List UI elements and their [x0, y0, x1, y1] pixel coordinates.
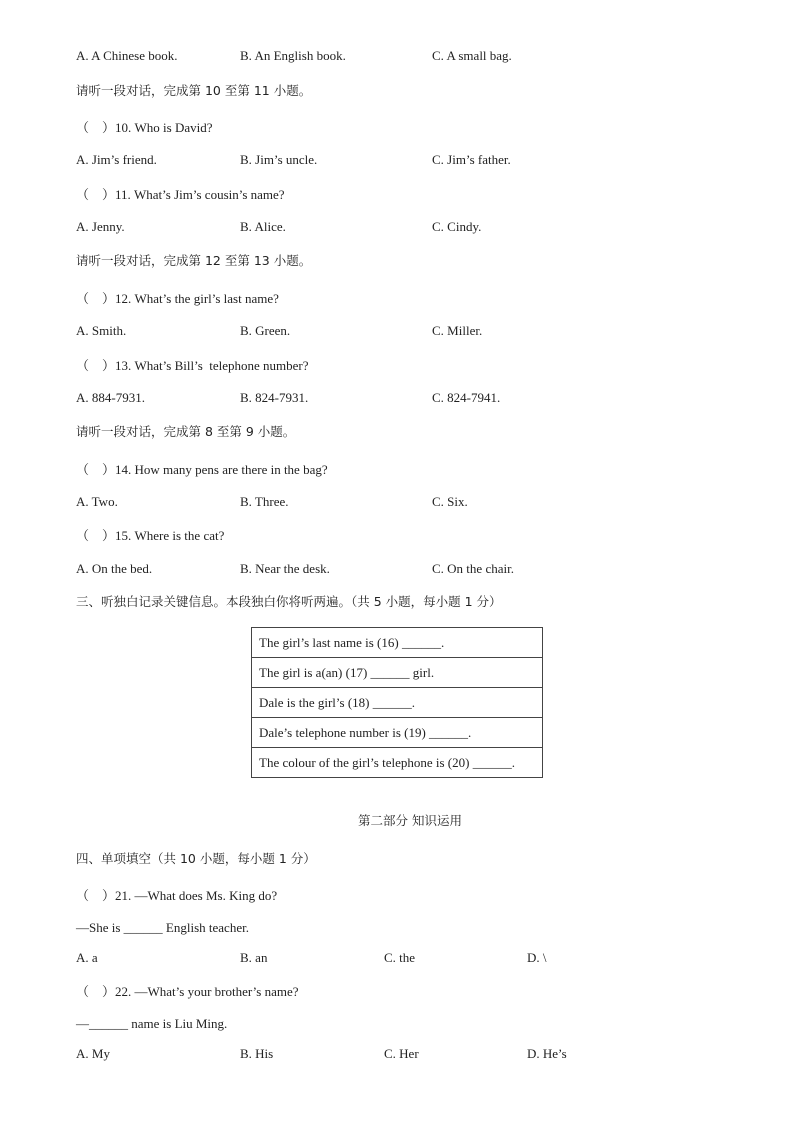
- q9-option-a: A. A Chinese book.: [76, 48, 178, 63]
- table-row: [252, 658, 543, 688]
- table-row: [252, 688, 543, 718]
- table-row: [252, 748, 543, 778]
- q13-option-c: C. 824-7941.: [432, 390, 501, 405]
- q14-option-b: B. Three.: [240, 494, 289, 509]
- q12-option-b: B. Green.: [240, 323, 291, 338]
- record-cell-16: The girl’s last name is (16) ______.: [252, 628, 543, 658]
- q10-option-b: B. Jim’s uncle.: [240, 152, 318, 167]
- question-21-stem: （ ）21. —What does Ms. King do?: [76, 888, 278, 903]
- question-21-line2: —She is ______ English teacher.: [76, 920, 249, 935]
- section-intro-8-9: 请听一段对话，完成第 8 至第 9 小题。: [76, 424, 296, 439]
- q21-option-b: B. an: [240, 950, 268, 965]
- q13-option-b: B. 824-7931.: [240, 390, 309, 405]
- q15-option-a: A. On the bed.: [76, 561, 153, 576]
- q21-option-c: C. the: [384, 950, 416, 965]
- q9-option-b: B. An English book.: [240, 48, 346, 63]
- part-2-heading: 第二部分 知识运用: [358, 813, 462, 828]
- section-intro-10-11: 请听一段对话，完成第 10 至第 11 小题。: [76, 83, 312, 98]
- q14-option-c: C. Six.: [432, 494, 468, 509]
- question-14-stem: （ ）14. How many pens are there in the bag?: [76, 462, 328, 477]
- question-15-stem: （ ）15. Where is the cat?: [76, 528, 225, 543]
- q12-option-c: C. Miller.: [432, 323, 483, 338]
- q22-option-a: A. My: [76, 1046, 110, 1061]
- table-row: [252, 718, 543, 748]
- record-table: [251, 627, 543, 778]
- q9-option-c: C. A small bag.: [432, 48, 512, 63]
- q10-option-c: C. Jim’s father.: [432, 152, 511, 167]
- q22-option-b: B. His: [240, 1046, 274, 1061]
- table-row: [252, 628, 543, 658]
- question-11-stem: （ ）11. What’s Jim’s cousin’s name?: [76, 187, 285, 202]
- q15-option-b: B. Near the desk.: [240, 561, 330, 576]
- q14-option-a: A. Two.: [76, 494, 118, 509]
- question-12-stem: （ ）12. What’s the girl’s last name?: [76, 291, 279, 306]
- q11-option-b: B. Alice.: [240, 219, 286, 234]
- q13-option-a: A. 884-7931.: [76, 390, 145, 405]
- question-13-stem: （ ）13. What’s Bill’s telephone number?: [76, 358, 309, 373]
- q22-option-c: C. Her: [384, 1046, 419, 1061]
- q22-option-d: D. He’s: [527, 1046, 567, 1061]
- part-4-title: 四、单项填空（共 10 小题，每小题 1 分）: [76, 851, 316, 866]
- question-10-stem: （ ）10. Who is David?: [76, 120, 213, 135]
- q10-option-a: A. Jim’s friend.: [76, 152, 157, 167]
- question-22-line2: —______ name is Liu Ming.: [76, 1016, 228, 1031]
- part-3-title: 三、听独白记录关键信息。本段独白你将听两遍。（共 5 小题，每小题 1 分）: [76, 594, 502, 609]
- question-22-stem: （ ）22. —What’s your brother’s name?: [76, 984, 299, 999]
- section-intro-12-13: 请听一段对话，完成第 12 至第 13 小题。: [76, 253, 312, 268]
- q21-option-d: D. \: [527, 950, 547, 965]
- q11-option-c: C. Cindy.: [432, 219, 482, 234]
- record-cell-19: Dale’s telephone number is (19) ______.: [252, 718, 543, 748]
- record-cell-18: Dale is the girl’s (18) ______.: [252, 688, 543, 718]
- record-cell-17: The girl is a(an) (17) ______ girl.: [252, 658, 543, 688]
- q15-option-c: C. On the chair.: [432, 561, 514, 576]
- q11-option-a: A. Jenny.: [76, 219, 125, 234]
- q12-option-a: A. Smith.: [76, 323, 127, 338]
- q21-option-a: A. a: [76, 950, 98, 965]
- record-cell-20: The colour of the girl’s telephone is (20) ______.: [252, 748, 543, 778]
